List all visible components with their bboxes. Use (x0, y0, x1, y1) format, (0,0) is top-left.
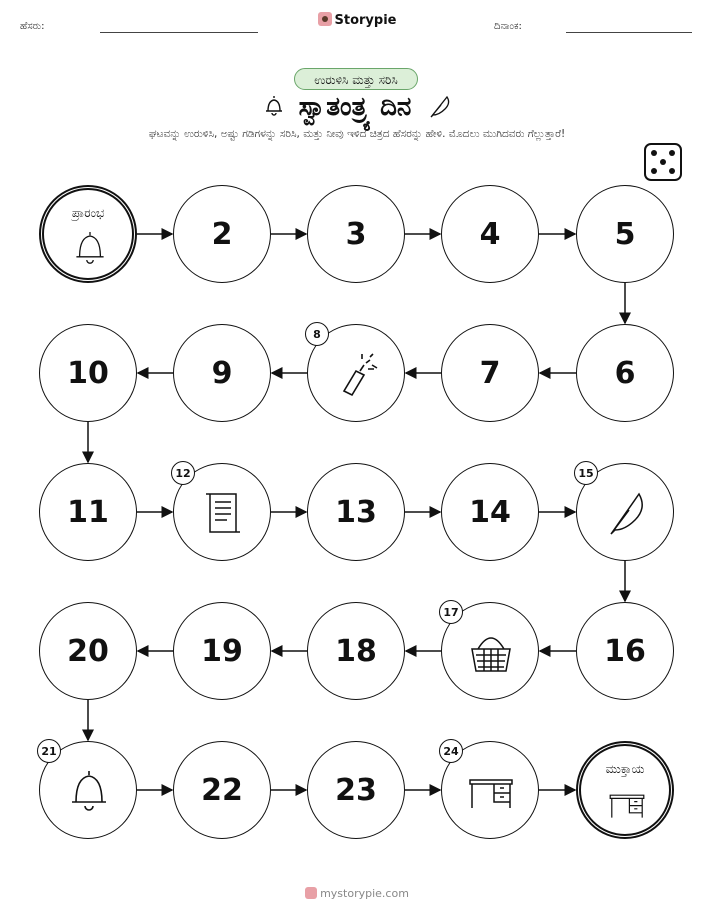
space-number: 3 (345, 216, 367, 252)
board-space-6 (576, 324, 674, 422)
board-space-18 (307, 602, 405, 700)
space-number-badge: 8 (305, 322, 329, 346)
board-space-16 (576, 602, 674, 700)
space-number: 4 (479, 216, 501, 252)
board-space-8 (307, 324, 405, 422)
space-number: 9 (211, 355, 233, 391)
footer-url[interactable]: mystorypie.com (320, 887, 409, 900)
desk-icon (466, 766, 516, 816)
board-space-19 (173, 602, 271, 700)
space-number: 22 (201, 772, 243, 808)
space-number: 18 (335, 633, 377, 669)
space-number: 16 (604, 633, 646, 669)
space-number: 10 (67, 355, 109, 391)
bell-icon (70, 228, 110, 268)
board-space-23 (307, 741, 405, 839)
space-number: 5 (614, 216, 636, 252)
board-space-5 (576, 185, 674, 283)
space-number: 7 (479, 355, 501, 391)
space-number: 19 (201, 633, 243, 669)
space-number-badge: 15 (574, 461, 598, 485)
board-space-13 (307, 463, 405, 561)
space-number: 13 (335, 494, 377, 530)
storypie-logo-icon (305, 887, 317, 899)
board-space-11 (39, 463, 137, 561)
board-space-15 (576, 463, 674, 561)
space-number: 23 (335, 772, 377, 808)
quill-feather-icon (601, 488, 651, 538)
board-space-22 (173, 741, 271, 839)
brand-name: Storypie (334, 13, 397, 28)
board-space-24 (441, 741, 539, 839)
board-space-14 (441, 463, 539, 561)
instructions: ಘಟವನ್ನು ಉರುಳಿಸಿ, ಅಷ್ಟು ಗಡಿಗಳನ್ನು ಸರಿಸಿ, ಮತ್ತು ನೀವು ಇಳಿದ ಚಿತ್ರದ ಹೆಸರನ್ನು ಹೇಳಿ. ಮೊದಲು ಮುಗಿದವರು ಗೆಲ್ಲುತ್ತಾರೆ! (148, 128, 566, 140)
firecracker-icon (332, 349, 382, 399)
board-space-20 (39, 602, 137, 700)
board-space-25 (576, 741, 674, 839)
date-label: ದಿನಾಂಕ: (494, 21, 522, 32)
title-text: ಸ್ವಾತಂತ್ರ್ಯ ದಿನ (298, 92, 412, 122)
footer (0, 887, 714, 900)
bell-icon (64, 766, 114, 816)
start-label: ಪ್ರಾರಂಭ (71, 206, 105, 220)
space-number-badge: 17 (439, 600, 463, 624)
board-space-7 (441, 324, 539, 422)
space-number: 6 (614, 355, 636, 391)
board-space-1 (39, 185, 137, 283)
board-space-3 (307, 185, 405, 283)
space-number: 20 (67, 633, 109, 669)
board-space-17 (441, 602, 539, 700)
activity-tag: ಉರುಳಿಸಿ ಮತ್ತು ಸರಿಸಿ (294, 68, 418, 90)
space-number: 14 (469, 494, 511, 530)
board-space-9 (173, 324, 271, 422)
space-number: 2 (211, 216, 233, 252)
basket-icon (466, 627, 516, 677)
finish-label: ಮುಕ್ತಾಯ (605, 762, 645, 776)
board-space-10 (39, 324, 137, 422)
board-space-4 (441, 185, 539, 283)
name-label: ಹೆಸರು: (20, 21, 45, 32)
space-number-badge: 24 (439, 739, 463, 763)
scroll-icon (198, 488, 248, 538)
space-number: 11 (67, 494, 109, 530)
desk-icon (607, 784, 647, 824)
space-number-badge: 12 (171, 461, 195, 485)
board-space-21 (39, 741, 137, 839)
space-number-badge: 21 (37, 739, 61, 763)
board-space-12 (173, 463, 271, 561)
board-space-2 (173, 185, 271, 283)
